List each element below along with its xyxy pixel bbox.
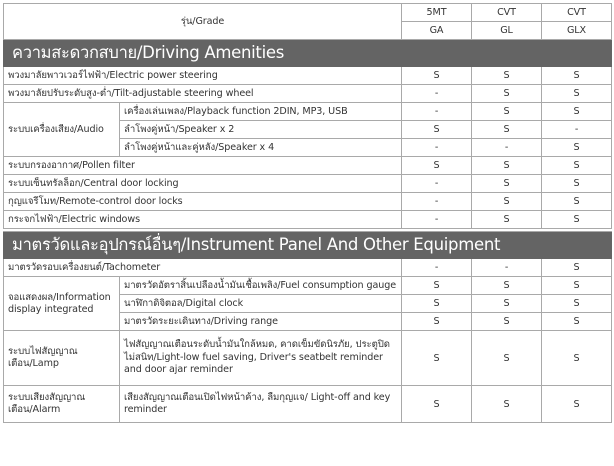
feature-label: เสียงสัญญาณเตือนเปิดไฟหน้าค้าง, ลืมกุญแจ/ Light-off and key reminder xyxy=(120,386,402,423)
value-glx: S xyxy=(542,277,612,295)
table-row xyxy=(4,175,612,193)
value-glx: S xyxy=(542,386,612,423)
value-gl: S xyxy=(472,386,542,423)
grade-glx: GLX xyxy=(542,22,612,40)
feature-label: กระจกไฟฟ้า/Electric windows xyxy=(4,211,402,229)
value-ga: S xyxy=(402,331,472,386)
table-row xyxy=(4,331,612,386)
feature-label: มาตรวัดรอบเครื่องยนต์/Tachometer xyxy=(4,259,402,277)
value-ga: S xyxy=(402,295,472,313)
value-glx: S xyxy=(542,259,612,277)
value-glx: S xyxy=(542,139,612,157)
value-gl: S xyxy=(472,331,542,386)
grade-label: รุ่น/Grade xyxy=(4,4,402,40)
value-ga: - xyxy=(402,175,472,193)
transmission-cvt-glx: CVT xyxy=(542,4,612,22)
value-gl: S xyxy=(472,277,542,295)
feature-label: ลำโพงคู่หน้า/Speaker x 2 xyxy=(120,121,402,139)
feature-label: มาตรวัดอัตราสิ้นเปลืองน้ำมันเชื้อเพลิง/Fuel consumption gauge xyxy=(120,277,402,295)
value-ga: - xyxy=(402,211,472,229)
section-header-driving xyxy=(4,40,612,67)
value-ga: S xyxy=(402,121,472,139)
value-ga: - xyxy=(402,259,472,277)
table-row xyxy=(4,103,612,121)
group-label-display: จอแสดงผล/Information display integrated xyxy=(4,277,120,331)
section-title-instrument: มาตรวัดและอุปกรณ์อื่นๆ/Instrument Panel And Other Equipment xyxy=(4,232,612,259)
table-row xyxy=(4,193,612,211)
feature-label: พวงมาลัยปรับระดับสูง-ต่ำ/Tilt-adjustable steering wheel xyxy=(4,85,402,103)
transmission-5mt: 5MT xyxy=(402,4,472,22)
value-gl: S xyxy=(472,157,542,175)
feature-label: มาตรวัดระยะเดินทาง/Driving range xyxy=(120,313,402,331)
value-gl: - xyxy=(472,139,542,157)
table-row xyxy=(4,211,612,229)
table-row xyxy=(4,85,612,103)
value-glx: S xyxy=(542,295,612,313)
value-gl: - xyxy=(472,259,542,277)
table-row xyxy=(4,67,612,85)
feature-label: ระบบกรองอากาศ/Pollen filter xyxy=(4,157,402,175)
table-row xyxy=(4,277,612,295)
value-glx: S xyxy=(542,175,612,193)
group-label-alarm: ระบบเสียงสัญญาณเตือน/Alarm xyxy=(4,386,120,423)
table-row xyxy=(4,157,612,175)
value-gl: S xyxy=(472,85,542,103)
value-glx: S xyxy=(542,193,612,211)
value-gl: S xyxy=(472,313,542,331)
value-gl: S xyxy=(472,193,542,211)
value-ga: S xyxy=(402,277,472,295)
feature-label: ระบบเซ็นทรัลล็อก/Central door locking xyxy=(4,175,402,193)
section-header-instrument xyxy=(4,232,612,259)
value-ga: S xyxy=(402,313,472,331)
value-ga: - xyxy=(402,103,472,121)
value-ga: S xyxy=(402,386,472,423)
value-gl: S xyxy=(472,121,542,139)
value-gl: S xyxy=(472,67,542,85)
feature-label: นาฬิกาดิจิตอล/Digital clock xyxy=(120,295,402,313)
feature-label: กุญแจรีโมท/Remote-control door locks xyxy=(4,193,402,211)
feature-label: ไฟสัญญาณเตือนระดับน้ำมันใกล้หมด, คาดเข็มขัดนิรภัย, ประตูปิดไม่สนิท/Light-low fuel saving, Driver's seatbelt reminder and door ajar reminder xyxy=(120,331,402,386)
section-title-driving: ความสะดวกสบาย/Driving Amenities xyxy=(4,40,612,67)
group-label-audio: ระบบเครื่องเสียง/Audio xyxy=(4,103,120,157)
value-gl: S xyxy=(472,211,542,229)
feature-label: พวงมาลัยพาวเวอร์ไฟฟ้า/Electric power steering xyxy=(4,67,402,85)
value-ga: S xyxy=(402,157,472,175)
spec-table xyxy=(3,3,612,423)
table-row xyxy=(4,386,612,423)
value-glx: S xyxy=(542,331,612,386)
value-gl: S xyxy=(472,295,542,313)
value-glx: S xyxy=(542,103,612,121)
header-row-transmission xyxy=(4,4,612,22)
table-row xyxy=(4,259,612,277)
value-glx: - xyxy=(542,121,612,139)
group-label-lamp: ระบบไฟสัญญาณเตือน/Lamp xyxy=(4,331,120,386)
grade-gl: GL xyxy=(472,22,542,40)
value-glx: S xyxy=(542,211,612,229)
transmission-cvt-gl: CVT xyxy=(472,4,542,22)
value-glx: S xyxy=(542,313,612,331)
value-ga: - xyxy=(402,193,472,211)
feature-label: เครื่องเล่นเพลง/Playback function 2DIN, MP3, USB xyxy=(120,103,402,121)
value-ga: - xyxy=(402,139,472,157)
value-glx: S xyxy=(542,67,612,85)
value-gl: S xyxy=(472,175,542,193)
value-ga: - xyxy=(402,85,472,103)
value-gl: S xyxy=(472,103,542,121)
value-glx: S xyxy=(542,85,612,103)
feature-label: ลำโพงคู่หน้าและคู่หลัง/Speaker x 4 xyxy=(120,139,402,157)
grade-ga: GA xyxy=(402,22,472,40)
value-glx: S xyxy=(542,157,612,175)
value-ga: S xyxy=(402,67,472,85)
